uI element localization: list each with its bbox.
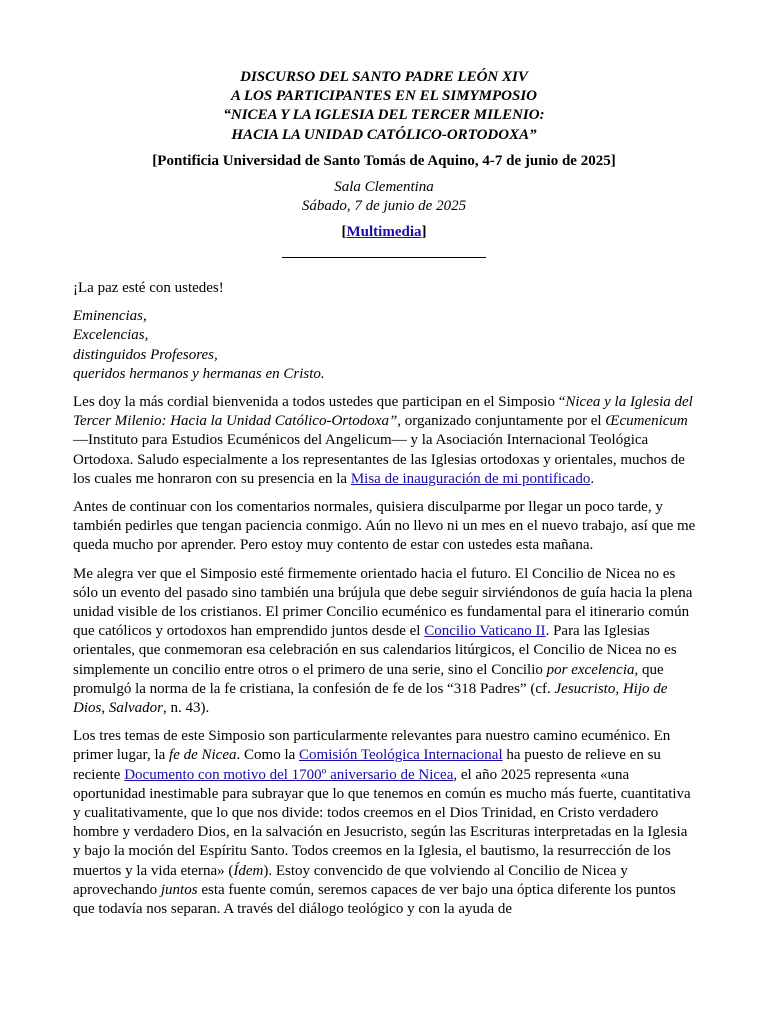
salutation-line: Excelencias, [73, 327, 149, 344]
nicea-document-link[interactable]: Documento con motivo del 1700º aniversario de Nicea [124, 766, 454, 783]
document-header [0, 68, 768, 258]
event-subtitle: [Pontificia Universidad de Santo Tomás de Aquino, 4-7 de junio de 2025] [152, 152, 616, 169]
text: , que promulgó la norma de la fe cristiana, la confesión de fe de los “318 Padres” (cf. [73, 661, 664, 697]
salutation-line: queridos hermanos y hermanas en Cristo. [73, 365, 325, 382]
text: Los tres temas de este Simposio son particularmente relevantes para nuestro camino ecuménico. En primer lugar, la [73, 728, 671, 764]
vatican-ii-link[interactable]: Concilio Vaticano II [424, 623, 546, 640]
emphasis: fe de Nicea [169, 747, 237, 764]
emphasis: por excelencia [546, 661, 635, 678]
salutation-line: distinguidos Profesores, [73, 346, 218, 363]
text: —Instituto para Estudios Ecuménicos del Angelicum— y la Asociación Internacional Teológica Ortodoxa. Saludo especialmente a los representantes de las Iglesias ortodoxas y orientales, muchos de los cuales me honraron con su presencia en la [73, 432, 685, 487]
speech-body [73, 279, 697, 928]
bracket-open: [ [341, 224, 347, 241]
text: , n. 43). [163, 700, 210, 717]
multimedia-link[interactable]: Multimedia [346, 224, 422, 241]
text: ha puesto de relieve en su reciente [73, 747, 661, 783]
title-line-2: A LOS PARTICIPANTES EN EL SIMYMPOSIO [230, 88, 538, 105]
emphasis: Ídem [233, 862, 264, 879]
text: esta fuente común, seremos capaces de ver bajo una óptica diferente los puntos que todavía nos separan. A través del diálogo teológico y con la ayuda de [73, 881, 676, 918]
text: Me alegra ver que el Simposio esté firmemente orientado hacia el futuro. El Concilio de Nicea no es sólo un evento del pasado sino también una brújula que debe seguir sirviéndonos de guía hacia la plena unidad visible de los cristianos. El primer Concilio ecuménico es fundamental para el itinerario común que católicos y ortodoxos han emprendido juntos desde el [73, 565, 693, 640]
date: Sábado, 7 de junio de 2025 [301, 198, 467, 215]
text: ). Estoy convencido de que volviendo al Concilio de Nicea y aprovechando [73, 862, 628, 898]
title-line-4: HACIA LA UNIDAD CATÓLICO-ORTODOXA” [231, 126, 537, 143]
separator-rule [282, 257, 486, 258]
emphasis: juntos [160, 881, 198, 898]
text: . [590, 470, 595, 487]
salutation [73, 307, 697, 384]
paragraph-2: Antes de continuar con los comentarios normales, quisiera disculparme por llegar un poco tarde, y también pedirles que tengan paciencia conmigo. Aún no llevo ni un mes en el nuevo trabajo, así que me queda mucho por aprender. Pero estoy muy contento de estar con ustedes esta mañana. [73, 499, 696, 554]
oecumenicum-name: Œcumenicum [605, 413, 688, 430]
venue: Sala Clementina [334, 179, 434, 196]
bracket-close: ] [421, 224, 427, 241]
theological-commission-link[interactable]: Comisión Teológica Internacional [299, 747, 503, 764]
paragraph-1 [73, 393, 697, 489]
text: , el año 2025 representa «una oportunidad inestimable para subrayar que lo que tenemos en común es mucho más fuerte, cuantitativa y cualitativamente, que lo que nos divide: todos creemos en el Dios Trinidad, en Cristo verdadero hombre y verdadero Dios, en la salvación en Jesucristo, según las Escrituras interpretadas en la Iglesia y bajo la moción del Espíritu Santo. Todos creemos en la Iglesia, el bautismo, la resurrección de los muertos y la vida eterna» ( [73, 766, 691, 879]
text: . Como la [236, 747, 300, 764]
text: . Para las Iglesias orientales, que conmemoran esa celebración en sus calendarios litúrgicos, el Concilio de Nicea no es simplemente un concilio entre otros o el primero de una serie, sino el Concilio [73, 623, 677, 678]
paragraph-3 [73, 565, 697, 719]
title-line-1: DISCURSO DEL SANTO PADRE LEÓN XIV [240, 69, 528, 85]
salutation-line: Eminencias, [73, 308, 147, 325]
multimedia-line [0, 223, 768, 242]
citation-title: Jesucristo, Hijo de Dios, Salvador [73, 680, 668, 717]
text: Les doy la más cordial bienvenida a todos ustedes que participan en el Simposio “ [73, 394, 566, 411]
title-line-3: “NICEA Y LA IGLESIA DEL TERCER MILENIO: [223, 107, 545, 124]
text: , organizado conjuntamente por el [397, 413, 606, 430]
symposium-title: Nicea y la Iglesia del Tercer Milenio: Hacia la Unidad Católico-Ortodoxa” [73, 394, 693, 430]
paragraph-4 [73, 727, 697, 919]
mass-inauguration-link[interactable]: Misa de inauguración de mi pontificado [350, 470, 591, 487]
greeting: ¡La paz esté con ustedes! [73, 280, 224, 296]
